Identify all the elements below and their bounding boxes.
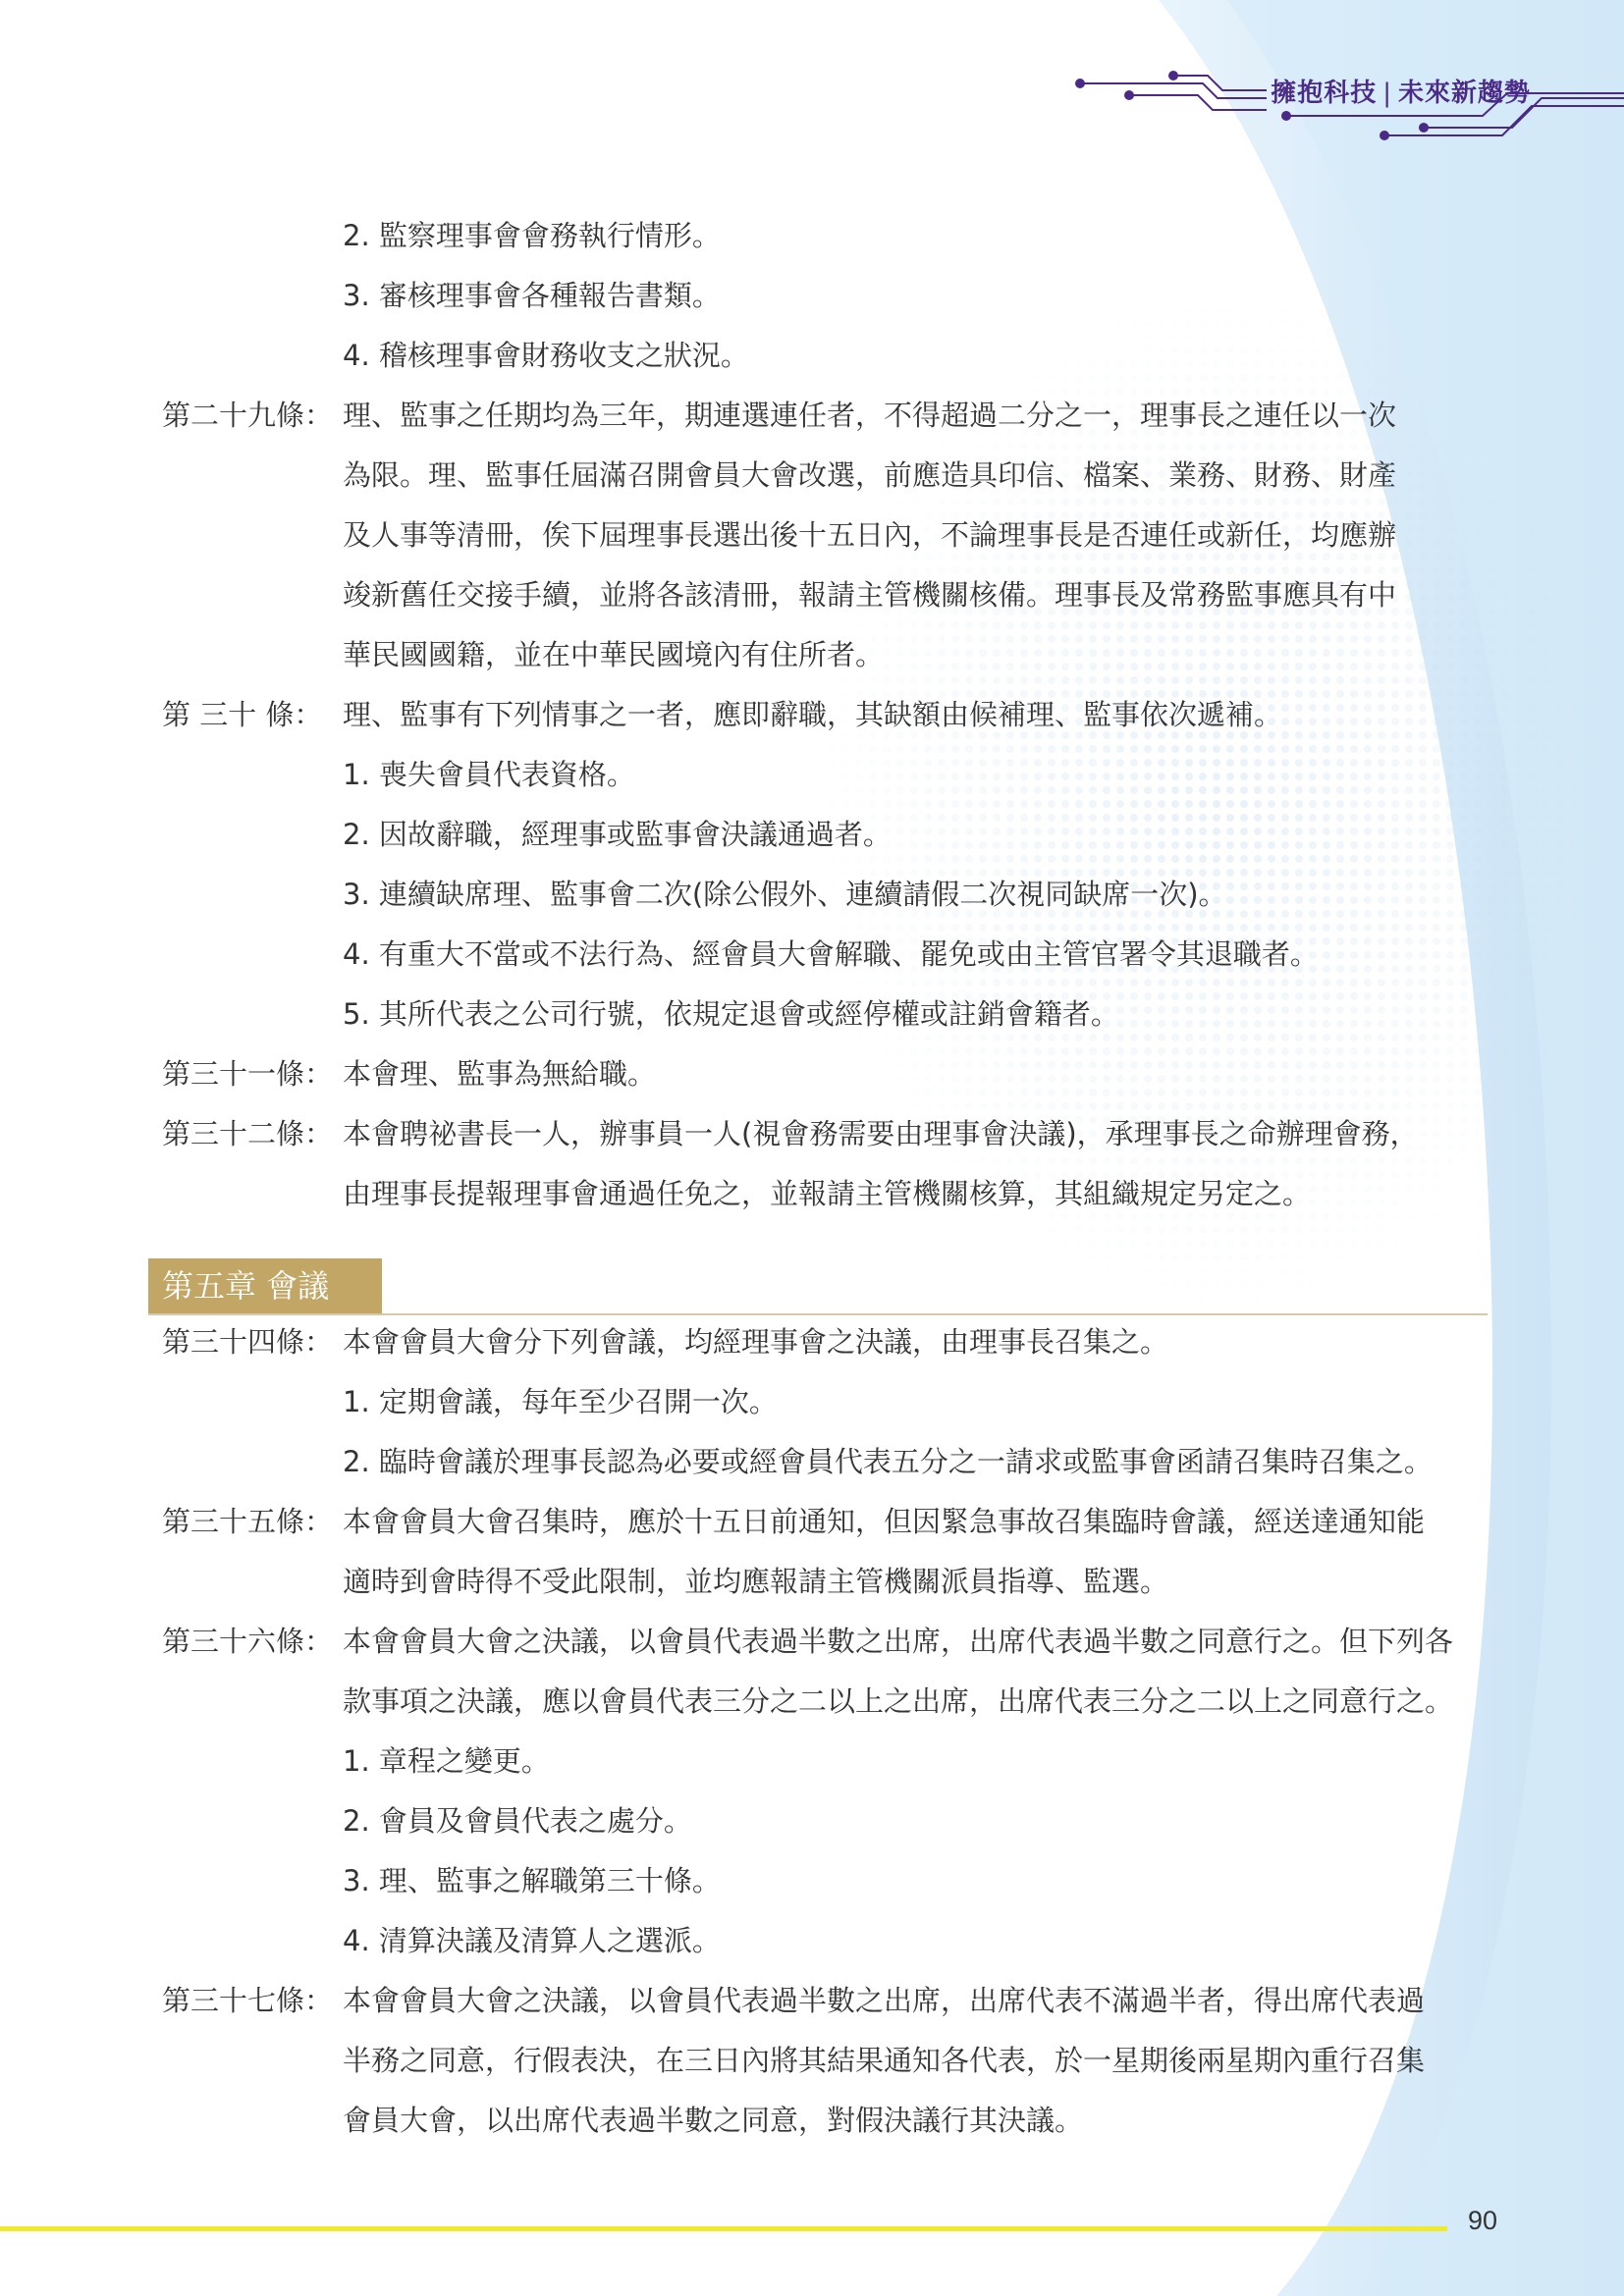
article-continuation: 及人事等清冊，俟下屆理事長選出後十五日內，不論理事長是否連任或新任，均應辦 — [343, 518, 1397, 552]
article-continuation: 適時到會時得不受此限制，並均應報請主管機關派員指導、監選。 — [343, 1565, 1169, 1598]
list-item: 1. 章程之變更。 — [343, 1744, 550, 1778]
article-text: 本會會員大會召集時，應於十五日前通知，但因緊急事故召集臨時會議，經送達通知能 — [343, 1505, 1426, 1538]
list-item: 1. 定期會議，每年至少召開一次。 — [343, 1385, 778, 1418]
article-label: 第三十七條： — [162, 1984, 334, 2017]
footer-rule — [0, 2226, 1447, 2231]
list-item: 4. 有重大不當或不法行為、經會員大會解職、罷免或由主管官署令其退職者。 — [343, 937, 1319, 971]
list-item: 3. 理、監事之解職第三十條。 — [343, 1864, 721, 1897]
article-label: 第三十四條： — [162, 1325, 334, 1359]
list-item: 2. 臨時會議於理事長認為必要或經會員代表五分之一請求或監事會函請召集時召集之。 — [343, 1445, 1433, 1478]
article-label: 第三十五條： — [162, 1505, 334, 1538]
list-item: 2. 監察理事會會務執行情形。 — [343, 219, 721, 252]
list-item: 3. 審核理事會各種報告書類。 — [343, 279, 721, 312]
list-item: 2. 因故辭職，經理事或監事會決議通過者。 — [343, 818, 892, 851]
article-label: 第三十一條： — [162, 1057, 334, 1091]
article-text: 本會會員大會分下列會議，均經理事會之決議，由理事長召集之。 — [343, 1325, 1169, 1359]
list-item: 1. 喪失會員代表資格。 — [343, 758, 635, 791]
article-text: 理、監事之任期均為三年，期連選連任者，不得超過二分之一，理事長之連任以一次 — [343, 399, 1397, 432]
article-continuation: 會員大會，以出席代表過半數之同意，對假決議行其決議。 — [343, 2104, 1084, 2137]
article-text: 理、監事有下列情事之一者，應即辭職，其缺額由候補理、監事依次遞補。 — [343, 698, 1283, 731]
header-left-text: 擁抱科技 — [1271, 79, 1378, 108]
article-label: 第 三十 條： — [162, 698, 323, 731]
article-continuation: 華民國國籍，並在中華民國境內有住所者。 — [343, 638, 885, 671]
list-item: 2. 會員及會員代表之處分。 — [343, 1804, 692, 1838]
chapter-heading-box — [148, 1258, 382, 1314]
list-item: 4. 清算決議及清算人之選派。 — [343, 1924, 721, 1957]
article-text: 本會會員大會之決議，以會員代表過半數之出席，出席代表過半數之同意行之。但下列各 — [343, 1625, 1454, 1658]
header-separator: | — [1382, 79, 1392, 108]
page-number: 90 — [1468, 2206, 1498, 2235]
article-text: 本會會員大會之決議，以會員代表過半數之出席，出席代表不滿過半者，得出席代表過 — [343, 1984, 1426, 2017]
running-header — [1271, 73, 1531, 109]
article-continuation: 由理事長提報理事會通過任免之，並報請主管機關核算，其組織規定另定之。 — [343, 1177, 1312, 1210]
header-right-text: 未來新趨勢 — [1397, 79, 1531, 108]
article-continuation: 為限。理、監事任屆滿召開會員大會改選，前應造具印信、檔案、業務、財務、財產 — [343, 458, 1397, 492]
list-item: 3. 連續缺席理、監事會二次(除公假外、連續請假二次視同缺席一次)。 — [343, 878, 1227, 911]
article-text: 本會理、監事為無給職。 — [343, 1057, 657, 1091]
article-label: 第二十九條： — [162, 399, 334, 432]
article-text: 本會聘祕書長一人，辦事員一人(視會務需要由理事會決議)，承理事長之命辦理會務， — [343, 1117, 1419, 1150]
article-label: 第三十二條： — [162, 1117, 334, 1150]
chapter-divider — [148, 1313, 1488, 1315]
article-continuation: 半務之同意，行假表決，在三日內將其結果通知各代表，於一星期後兩星期內重行召集 — [343, 2044, 1426, 2077]
chapter-title: 第五章 會議 — [162, 1267, 330, 1305]
article-label: 第三十六條： — [162, 1625, 334, 1658]
list-item: 5. 其所代表之公司行號，依規定退會或經停權或註銷會籍者。 — [343, 997, 1119, 1031]
article-continuation: 竣新舊任交接手續，並將各該清冊，報請主管機關核備。理事長及常務監事應具有中 — [343, 578, 1397, 612]
list-item: 4. 稽核理事會財務收支之狀況。 — [343, 339, 749, 372]
article-continuation: 款事項之決議，應以會員代表三分之二以上之出席，出席代表三分之二以上之同意行之。 — [343, 1684, 1454, 1718]
